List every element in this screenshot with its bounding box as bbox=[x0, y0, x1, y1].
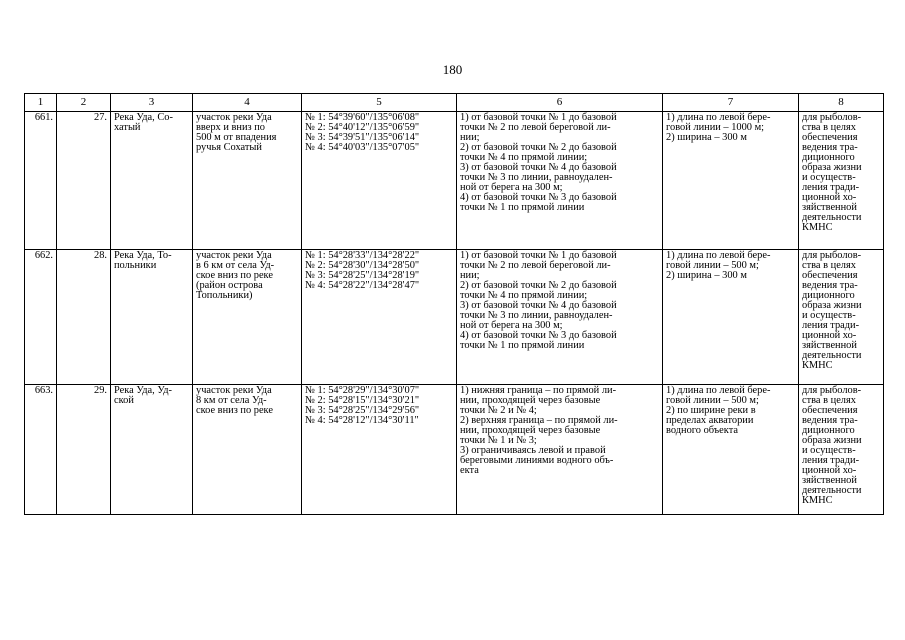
text-line: ционной хо- bbox=[802, 330, 857, 341]
text-line: 3) ограничиваясь левой и правой bbox=[460, 445, 606, 456]
table-row bbox=[25, 385, 884, 515]
text-line: 2) от базовой точки № 2 до базовой bbox=[460, 142, 617, 153]
coordinates bbox=[302, 112, 457, 250]
text-line: точки № 2 по левой береговой ли- bbox=[460, 260, 611, 271]
text-line: обеспечения bbox=[802, 270, 858, 281]
text-line: ручья Сохатый bbox=[196, 142, 262, 153]
text-line: точки № 1 по прямой линии bbox=[460, 202, 585, 213]
border-description bbox=[457, 385, 663, 515]
text-line: КМНС bbox=[802, 495, 833, 506]
text-line: КМНС bbox=[802, 222, 833, 233]
header-cell: 3 bbox=[111, 94, 193, 112]
text-line: точки № 2 и № 4; bbox=[460, 405, 537, 416]
header-cell: 6 bbox=[457, 94, 663, 112]
text-line: диционного bbox=[802, 152, 855, 163]
text-line: образа жизни bbox=[802, 300, 862, 311]
text-line: № 3: 54°28'25"/134°29'56" bbox=[305, 405, 420, 416]
row-sub-number: 29. bbox=[57, 385, 111, 515]
text-line: хатый bbox=[114, 122, 141, 133]
text-line: в 6 км от села Уд- bbox=[196, 260, 275, 271]
text-line: Топольники) bbox=[196, 290, 253, 301]
location-description bbox=[193, 385, 302, 515]
text-line: 3) от базовой точки № 4 до базовой bbox=[460, 162, 617, 173]
text-line: Река Уда, Уд- bbox=[114, 385, 172, 396]
text-line: точки № 3 по линии, равноудален- bbox=[460, 310, 613, 321]
row-number: 663. bbox=[25, 385, 57, 515]
text-line: участок реки Уда bbox=[196, 250, 272, 261]
text-line: 2) ширина – 300 м bbox=[666, 270, 747, 281]
text-line: говой линии – 500 м; bbox=[666, 260, 759, 271]
text-line: и осуществ- bbox=[802, 310, 856, 321]
text-line: участок реки Уда bbox=[196, 112, 272, 123]
purpose bbox=[799, 250, 884, 385]
row-number: 662. bbox=[25, 250, 57, 385]
text-line: береговыми линиями водного объ- bbox=[460, 455, 614, 466]
text-line: ства в целях bbox=[802, 395, 856, 406]
text-line: ведения тра- bbox=[802, 280, 858, 291]
water-body-name bbox=[111, 112, 193, 250]
text-line: № 2: 54°28'15"/134°30'21" bbox=[305, 395, 420, 406]
text-line: точки № 1 и № 3; bbox=[460, 435, 537, 446]
text-line: 4) от базовой точки № 3 до базовой bbox=[460, 192, 617, 203]
text-line: № 4: 54°28'22"/134°28'47" bbox=[305, 280, 420, 291]
text-line: точки № 1 по прямой линии bbox=[460, 340, 585, 351]
page-number: 180 bbox=[442, 62, 463, 77]
text-line: точки № 3 по линии, равноудален- bbox=[460, 172, 613, 183]
text-line: участок реки Уда bbox=[196, 385, 272, 396]
area-size bbox=[663, 250, 799, 385]
text-line: зяйственной bbox=[802, 202, 857, 213]
text-line: и осуществ- bbox=[802, 172, 856, 183]
text-line: 4) от базовой точки № 3 до базовой bbox=[460, 330, 617, 341]
text-line: для рыболов- bbox=[802, 112, 862, 123]
text-line: 3) от базовой точки № 4 до базовой bbox=[460, 300, 617, 311]
header-cell: 2 bbox=[57, 94, 111, 112]
row-sub-number: 27. bbox=[57, 112, 111, 250]
text-line: и осуществ- bbox=[802, 445, 856, 456]
text-line: 1) от базовой точки № 1 до базовой bbox=[460, 250, 617, 261]
header-cell: 5 bbox=[302, 94, 457, 112]
text-line: № 2: 54°28'30"/134°28'50" bbox=[305, 260, 420, 271]
text-line: ское вниз по реке bbox=[196, 270, 273, 281]
text-line: № 3: 54°28'25"/134°28'19" bbox=[305, 270, 420, 281]
text-line: № 3: 54°39'51"/135°06'14" bbox=[305, 132, 420, 143]
text-line: для рыболов- bbox=[802, 250, 862, 261]
text-line: точки № 2 по левой береговой ли- bbox=[460, 122, 611, 133]
text-line: 2) от базовой точки № 2 до базовой bbox=[460, 280, 617, 291]
header-cell: 7 bbox=[663, 94, 799, 112]
text-line: № 1: 54°39'60"/135°06'08" bbox=[305, 112, 420, 123]
text-line: № 4: 54°28'12"/134°30'11" bbox=[305, 415, 419, 426]
border-description bbox=[457, 250, 663, 385]
text-line: обеспечения bbox=[802, 132, 858, 143]
text-line: обеспечения bbox=[802, 405, 858, 416]
text-line: ведения тра- bbox=[802, 415, 858, 426]
header-row bbox=[25, 94, 884, 112]
water-body-name bbox=[111, 385, 193, 515]
text-line: (район острова bbox=[196, 280, 263, 291]
text-line: нии; bbox=[460, 270, 480, 281]
text-line: 2) верхняя граница – по прямой ли- bbox=[460, 415, 618, 426]
text-line: нии, проходящей через базовые bbox=[460, 395, 601, 406]
coordinates bbox=[302, 385, 457, 515]
area-size bbox=[663, 385, 799, 515]
text-line: 2) по ширине реки в bbox=[666, 405, 756, 416]
text-line: № 4: 54°40'03"/135°07'05" bbox=[305, 142, 420, 153]
text-line: диционного bbox=[802, 290, 855, 301]
text-line: деятельности bbox=[802, 212, 862, 223]
text-line: водного объекта bbox=[666, 425, 738, 436]
text-line: № 1: 54°28'29"/134°30'07" bbox=[305, 385, 420, 396]
text-line: ское вниз по реке bbox=[196, 405, 273, 416]
text-line: 2) ширина – 300 м bbox=[666, 132, 747, 143]
text-line: 1) нижняя граница – по прямой ли- bbox=[460, 385, 617, 396]
header-cell: 8 bbox=[799, 94, 884, 112]
text-line: говой линии – 1000 м; bbox=[666, 122, 765, 133]
text-line: ления тради- bbox=[802, 182, 860, 193]
water-body-name bbox=[111, 250, 193, 385]
text-line: ления тради- bbox=[802, 320, 860, 331]
text-line: КМНС bbox=[802, 360, 833, 371]
text-line: нии; bbox=[460, 132, 480, 143]
text-line: деятельности bbox=[802, 350, 862, 361]
text-line: польники bbox=[114, 260, 157, 271]
text-line: Река Уда, Со- bbox=[114, 112, 173, 123]
text-line: № 1: 54°28'33"/134°28'22" bbox=[305, 250, 420, 261]
text-line: образа жизни bbox=[802, 435, 862, 446]
header-cell: 4 bbox=[193, 94, 302, 112]
text-line: нии, проходящей через базовые bbox=[460, 425, 601, 436]
text-line: пределах акватории bbox=[666, 415, 754, 426]
text-line: диционного bbox=[802, 425, 855, 436]
purpose bbox=[799, 112, 884, 250]
table-row bbox=[25, 250, 884, 385]
row-number: 661. bbox=[25, 112, 57, 250]
text-line: точки № 4 по прямой линии; bbox=[460, 290, 588, 301]
row-sub-number: 28. bbox=[57, 250, 111, 385]
border-description bbox=[457, 112, 663, 250]
location-description bbox=[193, 112, 302, 250]
area-size bbox=[663, 112, 799, 250]
text-line: для рыболов- bbox=[802, 385, 862, 396]
text-line: Река Уда, То- bbox=[114, 250, 172, 261]
text-line: 1) от базовой точки № 1 до базовой bbox=[460, 112, 617, 123]
text-line: № 2: 54°40'12"/135°06'59" bbox=[305, 122, 420, 133]
purpose bbox=[799, 385, 884, 515]
text-line: ской bbox=[114, 395, 134, 406]
text-line: зяйственной bbox=[802, 475, 857, 486]
text-line: ведения тра- bbox=[802, 142, 858, 153]
text-line: ления тради- bbox=[802, 455, 860, 466]
text-line: ционной хо- bbox=[802, 465, 857, 476]
text-line: говой линии – 500 м; bbox=[666, 395, 759, 406]
table-row bbox=[25, 112, 884, 250]
text-line: екта bbox=[460, 465, 479, 476]
text-line: ства в целях bbox=[802, 122, 856, 133]
coordinates bbox=[302, 250, 457, 385]
text-line: ства в целях bbox=[802, 260, 856, 271]
header-cell: 1 bbox=[25, 94, 57, 112]
text-line: ной от берега на 300 м; bbox=[460, 182, 563, 193]
text-line: образа жизни bbox=[802, 162, 862, 173]
text-line: вверх и вниз по bbox=[196, 122, 265, 133]
text-line: деятельности bbox=[802, 485, 862, 496]
text-line: 1) длина по левой бере- bbox=[666, 385, 771, 396]
text-line: ной от берега на 300 м; bbox=[460, 320, 563, 331]
text-line: 1) длина по левой бере- bbox=[666, 112, 771, 123]
text-line: точки № 4 по прямой линии; bbox=[460, 152, 588, 163]
location-description bbox=[193, 250, 302, 385]
text-line: 1) длина по левой бере- bbox=[666, 250, 771, 261]
text-line: 500 м от впадения bbox=[196, 132, 277, 143]
document-table bbox=[24, 93, 884, 515]
text-line: зяйственной bbox=[802, 340, 857, 351]
text-line: 8 км от села Уд- bbox=[196, 395, 267, 406]
text-line: ционной хо- bbox=[802, 192, 857, 203]
